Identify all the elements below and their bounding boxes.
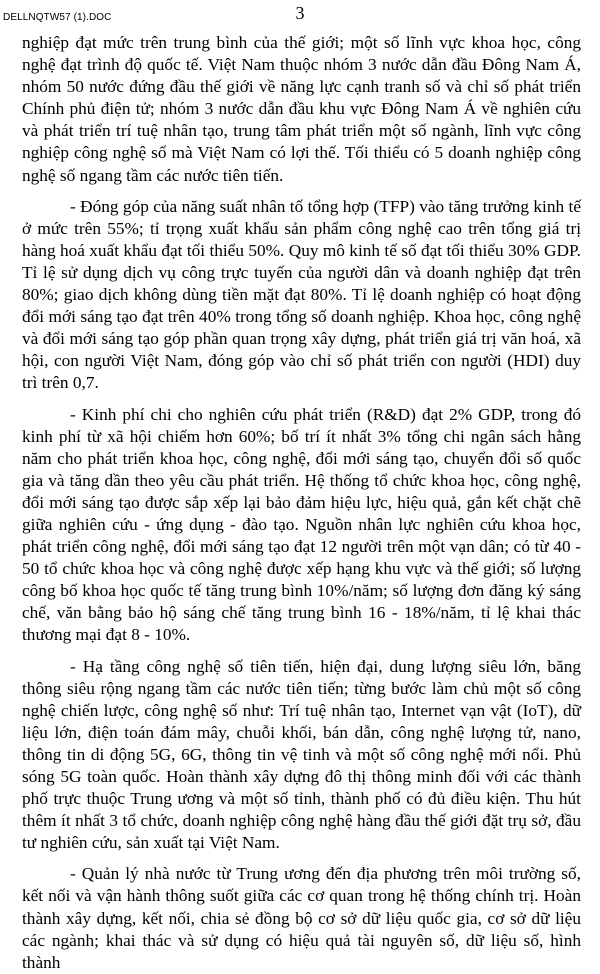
paragraph-rnd-funding: - Kinh phí chi cho nghiên cứu phát triển (R&D) đạt 2% GDP, trong đó kinh phí từ xã hội chiếm hơn 60%; bố trí ít nhất 3% tổng chi ngân sách hằng năm cho phát triển khoa học, công nghệ, đổi mới sáng tạo, chuyển đổi số quốc gia và tăng dần theo yêu cầu phát triển. Hệ thống tổ chức khoa học, công nghệ, đổi mới sáng tạo được sắp xếp lại bảo đảm hiệu lực, hiệu quả, gắn kết chặt chẽ giữa nghiên cứu - ứng dụng - đào tạo. Nguồn nhân lực nghiên cứu khoa học, phát triển công nghệ, đổi mới sáng tạo đạt 12 người trên một vạn dân; có từ 40 - 50 tổ chức khoa học và công nghệ được xếp hạng khu vực và thế giới; số lượng công bố khoa học quốc tế tăng trung bình 10%/năm; số lượng đơn đăng ký sáng chế, văn bằng bảo hộ sáng chế tăng trung bình 16 - 18%/năm, tỉ lệ khai thác thương mại đạt 8 - 10%. [22, 404, 581, 645]
page-number: 3 [295, 3, 305, 23]
paragraph-digital-infrastructure: - Hạ tầng công nghệ số tiên tiến, hiện đại, dung lượng siêu lớn, băng thông siêu rộng ngang tầm các nước tiên tiến; từng bước làm chủ một số công nghệ chiến lược, công nghệ số như: Trí tuệ nhân tạo, Internet vạn vật (IoT), dữ liệu lớn, điện toán đám mây, chuỗi khối, bán dẫn, công nghệ lượng tử, nano, thông tin di động 5G, 6G, thông tin vệ tinh và một số công nghệ mới nổi. Phủ sóng 5G toàn quốc. Hoàn thành xây dựng đô thị thông minh đối với các thành phố trực thuộc Trung ương và một số tỉnh, thành phố có đủ điều kiện. Thu hút thêm ít nhất 3 tổ chức, doanh nghiệp công nghệ hàng đầu thế giới đặt trụ sở, đầu tư nghiên cứu, sản xuất tại Việt Nam. [22, 656, 581, 853]
file-name-label: DELLNQTW57 (1).DOC [3, 12, 112, 23]
document-body [22, 32, 581, 974]
paragraph-state-management: - Quản lý nhà nước từ Trung ương đến địa phương trên môi trường số, kết nối và vận hành thông suốt giữa các cơ quan trong hệ thống chính trị. Hoàn thành xây dựng, kết nối, chia sẻ đồng bộ cơ sở dữ liệu quốc gia, cơ sở dữ liệu các ngành; khai thác và sử dụng có hiệu quả tài nguyên số, dữ liệu số, hình thành [22, 864, 581, 972]
paragraph-continuation: nghiệp đạt mức trên trung bình của thế giới; một số lĩnh vực khoa học, công nghệ đạt trình độ quốc tế. Việt Nam thuộc nhóm 3 nước dẫn đầu Đông Nam Á, nhóm 50 nước đứng đầu thế giới về năng lực cạnh tranh số và chỉ số phát triển Chính phủ điện tử; nhóm 3 nước dẫn đầu khu vực Đông Nam Á về nghiên cứu và phát triển trí tuệ nhân tạo, trung tâm phát triển một số ngành, lĩnh vực công nghiệp công nghệ số mà Việt Nam có lợi thế. Tối thiểu có 5 doanh nghiệp công nghệ số ngang tầm các nước tiên tiến. [22, 33, 581, 185]
paragraph-tfp-targets: - Đóng góp của năng suất nhân tố tổng hợp (TFP) vào tăng trưởng kinh tế ở mức trên 55%; tỉ trọng xuất khẩu sản phẩm công nghệ cao trên tổng giá trị hàng hoá xuất khẩu đạt tối thiểu 50%. Quy mô kinh tế số đạt tối thiểu 30% GDP. Tỉ lệ sử dụng dịch vụ công trực tuyến của người dân và doanh nghiệp đạt trên 80%; giao dịch không dùng tiền mặt đạt 80%. Tỉ lệ doanh nghiệp có hoạt động đổi mới sáng tạo đạt trên 40% trong tổng số doanh nghiệp. Khoa học, công nghệ và đổi mới sáng tạo góp phần quan trọng xây dựng, phát triển giá trị văn hoá, xã hội, con người Việt Nam, đóng góp vào chỉ số phát triển con người (HDI) duy trì trên 0,7. [22, 196, 581, 393]
